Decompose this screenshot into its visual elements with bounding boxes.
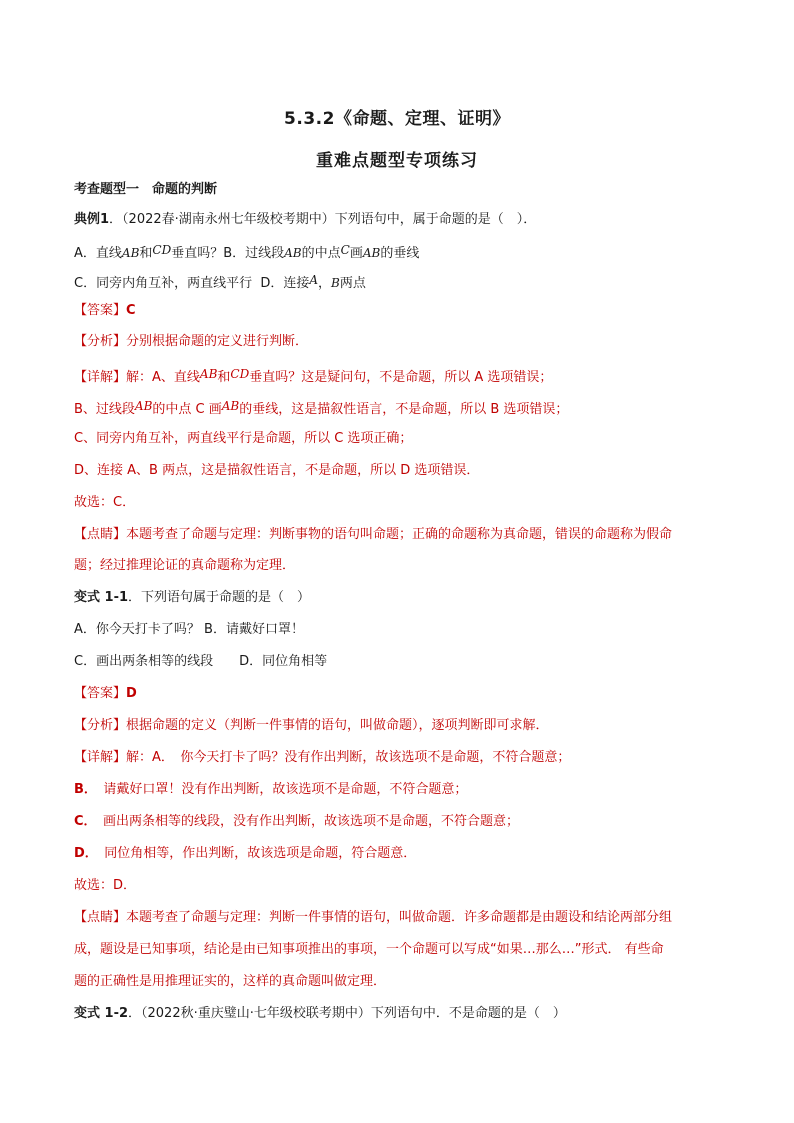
variant-1-1-detail-d xyxy=(74,845,722,863)
comment-tag: 【点睛】 xyxy=(74,910,127,925)
math-b: B xyxy=(331,276,340,290)
example-1-analysis xyxy=(74,333,722,351)
math-cd: CD xyxy=(152,243,172,257)
answer-tag: 【答案】 xyxy=(74,303,127,318)
example-1-label: 典例1 xyxy=(74,212,110,227)
example-1-detail-3: C、同旁内角互补，两直线平行是命题，所以 C 选项正确； xyxy=(74,431,413,446)
detail-option-letter: C． xyxy=(74,814,91,829)
text-two-points: 两点 xyxy=(339,276,366,291)
detail-text: 请戴好口罩！没有作出判断，故该选项不是命题，不符合题意； xyxy=(90,782,468,797)
example-1-choose: 故选：C． xyxy=(74,495,136,510)
variant-1-1-choose: 故选：D． xyxy=(74,878,137,893)
detail-text: 解：A． 你今天打卡了吗？没有作出判断，故该选项不是命题，不符合题意； xyxy=(126,750,571,765)
example-1-source: ．（2022春·湖南永州七年级校考期中） xyxy=(109,212,335,227)
section-label: 考查题型一 xyxy=(74,182,140,197)
variant-1-1-comment-1 xyxy=(74,909,722,927)
math-a: A xyxy=(309,273,319,287)
example-1-comment-2: 题；经过推理论证的真命题称为定理． xyxy=(74,558,296,573)
answer-value: D xyxy=(126,686,137,701)
math-ab: AB xyxy=(221,399,240,413)
detail-option-letter: D． xyxy=(74,846,92,861)
example-1-options-cd xyxy=(74,271,722,293)
detail-option-letter: B． xyxy=(74,782,91,797)
detail-text: 垂直吗？这是疑问句，不是命题，所以 A 选项错误； xyxy=(249,370,553,385)
variant-1-1-detail-c xyxy=(74,813,722,831)
detail-tag: 【详解】 xyxy=(74,370,127,385)
example-1-question xyxy=(74,211,722,229)
section-name: 命题的判断 xyxy=(152,182,218,197)
detail-text: 画出两条相等的线段，没有作出判断，故该选项不是命题，不符合题意； xyxy=(90,814,520,829)
detail-tag: 【详解】 xyxy=(74,750,127,765)
variant-1-1-label: 变式 1-1 xyxy=(74,590,129,605)
option-b-text: 垂直吗？B．过线段 xyxy=(171,246,285,261)
math-ab: AB xyxy=(284,246,302,260)
analysis-text: 根据命题的定义（判断一件事情的语句，叫做命题），逐项判断即可求解． xyxy=(126,718,549,733)
variant-1-1-text: ．下列语句属于命题的是（ ） xyxy=(128,590,311,605)
analysis-text: 分别根据命题的定义进行判断． xyxy=(126,334,309,349)
answer-value: C xyxy=(126,303,136,318)
detail-text: B、过线段 xyxy=(74,402,135,417)
detail-text: 解：A、直线 xyxy=(126,370,200,385)
variant-1-1-comment-3: 题的正确性是用推理证实的，这样的真命题叫做定理． xyxy=(74,974,387,989)
option-a-text: A．直线 xyxy=(74,246,122,261)
text-midpoint: 的中点 xyxy=(301,246,341,261)
variant-1-2-text: 下列语句中．不是命题的是（ ） xyxy=(370,1006,566,1021)
variant-1-1-answer xyxy=(74,685,722,703)
variant-1-1-analysis xyxy=(74,717,722,735)
text-draw: 画 xyxy=(349,246,363,261)
analysis-tag: 【分析】 xyxy=(74,718,127,733)
text-and: 和 xyxy=(217,370,231,385)
text-perpendicular: 的垂线 xyxy=(380,246,420,261)
math-ab: AB xyxy=(362,246,381,260)
variant-1-1-comment-2: 成，题设是已知事项，结论是由已知事项推出的事项，一个命题可以写成“如果…那么…”形式． 有些命 xyxy=(74,942,664,957)
math-ab: AB xyxy=(199,367,218,381)
text-comma: ， xyxy=(318,276,332,291)
example-1-text: 下列语句中，属于命题的是（ ）． xyxy=(334,212,537,227)
variant-1-2-question xyxy=(74,1005,722,1023)
detail-text: 的垂线，这是描叙性语言，不是命题，所以 B 选项错误； xyxy=(239,402,569,417)
example-1-comment-1 xyxy=(74,526,722,544)
option-c-text: C．同旁内角互补，两直线平行 xyxy=(74,276,253,291)
math-cd: CD xyxy=(230,367,250,381)
example-1-detail-1 xyxy=(74,365,722,387)
math-ab: AB xyxy=(134,399,153,413)
example-1-options-ab xyxy=(74,241,722,263)
variant-1-1-options-ab: A．你今天打卡了吗？ B．请戴好口罩！ xyxy=(74,622,304,637)
detail-text: 同位角相等，作出判断，故该选项是命题，符合题意． xyxy=(91,846,417,861)
math-c: C xyxy=(340,243,350,257)
example-1-answer xyxy=(74,302,722,320)
document-title: 5.3.2《命题、定理、证明》 xyxy=(284,109,510,129)
detail-text: 的中点 C 画 xyxy=(152,402,222,417)
analysis-tag: 【分析】 xyxy=(74,334,127,349)
math-ab: AB xyxy=(121,246,140,260)
text-and: 和 xyxy=(139,246,153,261)
comment-tag: 【点睛】 xyxy=(74,527,127,542)
example-1-detail-4: D、连接 A、B 两点，这是描叙性语言，不是命题，所以 D 选项错误． xyxy=(74,463,480,478)
comment-text: 本题考查了命题与定理：判断一件事情的语句，叫做命题．许多命题都是由题设和结论两部分组 xyxy=(126,910,673,925)
document-subtitle: 重难点题型专项练习 xyxy=(316,151,478,171)
variant-1-1-detail-b xyxy=(74,781,722,799)
variant-1-1-question xyxy=(74,589,722,607)
variant-1-1-detail-a xyxy=(74,749,722,767)
option-d-text: D．连接 xyxy=(260,276,310,291)
variant-1-2-label: 变式 1-2 xyxy=(74,1006,129,1021)
example-1-detail-2 xyxy=(74,397,722,419)
section-heading xyxy=(74,181,722,199)
answer-tag: 【答案】 xyxy=(74,686,127,701)
variant-1-2-source: ．（2022秋·重庆璧山·七年级校联考期中） xyxy=(128,1006,371,1021)
comment-text: 本题考查了命题与定理：判断事物的语句叫命题；正确的命题称为真命题，错误的命题称为假命 xyxy=(126,527,673,542)
variant-1-1-options-cd: C．画出两条相等的线段 D．同位角相等 xyxy=(74,654,328,669)
